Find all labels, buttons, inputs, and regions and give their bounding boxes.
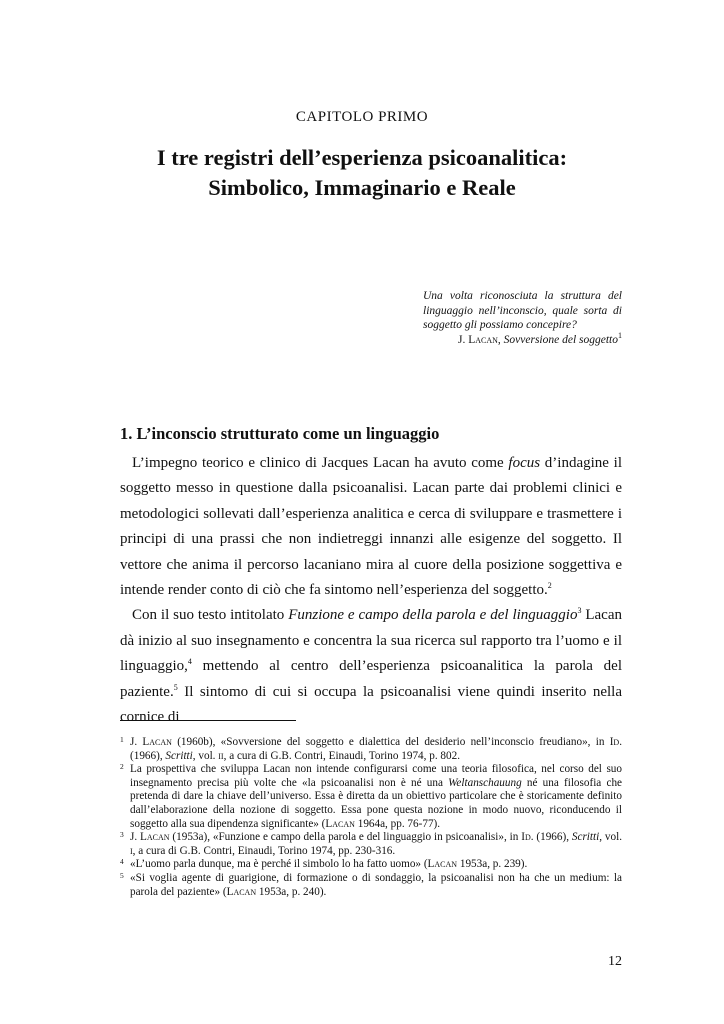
footnote-text: J.: [130, 831, 141, 844]
epigraph-author-initial: J.: [457, 333, 466, 346]
body-text: [120, 451, 622, 730]
footnote-number: 1: [120, 735, 124, 744]
footnote-author: Lacan: [140, 831, 170, 844]
footnote-text: «Si voglia agente di guarigione, di formazione o di sondaggio, la psicoanalisi non ha che un medium: la parola del paziente» (: [130, 871, 622, 898]
footnote-text: 1953a, p. 240).: [256, 885, 327, 898]
footnote-ref[interactable]: 1: [618, 330, 622, 340]
footnote-text: La prospettiva che sviluppa Lacan non intende configurarsi come una teoria filosofica, nel corso del suo insegnamento precisa più volte che «la psicoanalisi non è né una: [130, 763, 622, 789]
paragraph-text: L’impegno teorico e clinico di Jacques Lacan ha avuto come: [132, 455, 509, 471]
epigraph-author-name: Lacan: [468, 333, 498, 346]
footnote-volume: i: [130, 844, 133, 857]
footnote-text: (1953a), «Funzione e campo della parola e del linguaggio in psicoanalisi», in: [169, 831, 522, 844]
footnote-1: [120, 736, 622, 763]
paragraph-text: Con il suo testo intitolato: [132, 607, 289, 624]
paragraph-2: [120, 603, 622, 730]
footnote-text: (1966),: [130, 749, 166, 762]
footnote-number: 2: [120, 762, 124, 772]
footnote-work: Scritti: [165, 749, 193, 762]
paragraph-text: d’indagine il soggetto messo in questione dalla psicoanalisi. Lacan parte dai problemi clinici e metodologici sollevati dall’esperienza analitica e cerca di sviluppare e trasmettere i principi di una prassi che non indietreggi innanzi alle esigenze del soggetto. Il vettore che anima il percorso lacaniano mira al cuore della posizione soggettiva e intende render conto di ciò che fa sintomo nell’esperienza del soggetto.: [120, 455, 622, 599]
footnote-author: Id.: [609, 736, 622, 748]
epigraph-quote: Una volta riconosciuta la struttura del linguaggio nell’inconscio, quale sorta di soggetto gli possiamo concepire?: [423, 290, 622, 332]
footnote-author: Lacan: [427, 858, 458, 871]
epigraph-separator: ,: [497, 333, 501, 346]
paragraph-text: mettendo al centro dell’esperienza psicoanalitica la parola del paziente.: [120, 658, 622, 700]
footnote-ref[interactable]: 4: [187, 657, 192, 667]
footnote-number: 3: [120, 830, 124, 840]
footnote-4: [120, 858, 622, 872]
footnote-author: Lacan: [142, 736, 172, 748]
footnote-text: , vol.: [599, 831, 623, 844]
paragraph-text: Il sintomo di cui si occupa la psicoanalisi viene quindi inserito nella cornice di: [120, 683, 622, 726]
footnote-text: , vol.: [192, 749, 219, 762]
footnote-3: [120, 831, 622, 858]
footnote-text: (1960b), «Sovversione del soggetto e dialettica del desiderio nell’inconscio freudiano», in: [171, 736, 610, 748]
footnotes: [120, 736, 622, 899]
footnote-text: J.: [130, 736, 143, 748]
footnote-text: «L’uomo parla dunque, ma è perché il simbolo lo ha fatto uomo» (: [130, 858, 428, 871]
footnote-text: , a cura di G.B. Contri, Einaudi, Torino 1974, pp. 230-316.: [132, 844, 396, 857]
footnote-author: Lacan: [226, 885, 257, 898]
footnote-number: 4: [120, 857, 124, 867]
chapter-title-line-1: I tre registri dell’esperienza psicoanalitica:: [156, 145, 568, 170]
epigraph-work: Sovversione del soggetto: [503, 333, 618, 346]
chapter-title: [0, 143, 724, 203]
footnote-ref[interactable]: 3: [577, 606, 582, 616]
paragraph-emphasis: focus: [508, 455, 541, 471]
epigraph-attribution: [423, 330, 622, 348]
footnote-work: Scritti: [571, 831, 600, 844]
footnote-author: Id.: [521, 831, 534, 844]
footnote-text: , a cura di G.B. Contri, Einaudi, Torino 1974, p. 802.: [223, 749, 460, 762]
chapter-title-line-2: Simbolico, Immaginario e Reale: [208, 175, 516, 200]
section-heading: 1. L’inconscio strutturato come un linguaggio: [120, 424, 440, 443]
footnote-divider: [120, 720, 296, 721]
footnote-author: Lacan: [325, 817, 355, 830]
footnote-text: 1953a, p. 239).: [457, 858, 528, 871]
paragraph-text: Lacan dà inizio al suo insegnamento e concentra la sua ricerca sul rapporto tra l’uomo e il linguaggio,: [120, 607, 622, 675]
paragraph-emphasis: Funzione e campo della parola e del linguaggio: [288, 607, 578, 624]
footnote-ref[interactable]: 5: [173, 682, 178, 692]
footnote-text: né una filosofia che pretenda di dare la chiave dell’universo. Essa è diretta da un obiettivo particolare che è storicamente definito dall’elaborazione della nozione di soggetto. Essa pone questa nozione in modo nuovo, riconducendo il soggetto alla sua dipendenza significante» (: [130, 776, 622, 830]
footnote-ref[interactable]: 2: [547, 581, 552, 591]
footnote-emphasis: Weltanschauung: [448, 776, 522, 789]
footnote-text: (1966),: [533, 831, 572, 844]
page-number: 12: [608, 954, 622, 969]
epigraph: [423, 289, 622, 347]
footnote-text: 1964a, pp. 76-77).: [354, 817, 441, 830]
chapter-label: [0, 104, 724, 127]
paragraph-1: [120, 451, 622, 603]
footnote-number: 5: [120, 870, 124, 880]
footnote-volume: ii: [218, 749, 224, 762]
footnote-5: [120, 872, 622, 899]
footnote-2: [120, 763, 622, 831]
chapter-label-text: CAPITOLO PRIMO: [295, 109, 429, 125]
